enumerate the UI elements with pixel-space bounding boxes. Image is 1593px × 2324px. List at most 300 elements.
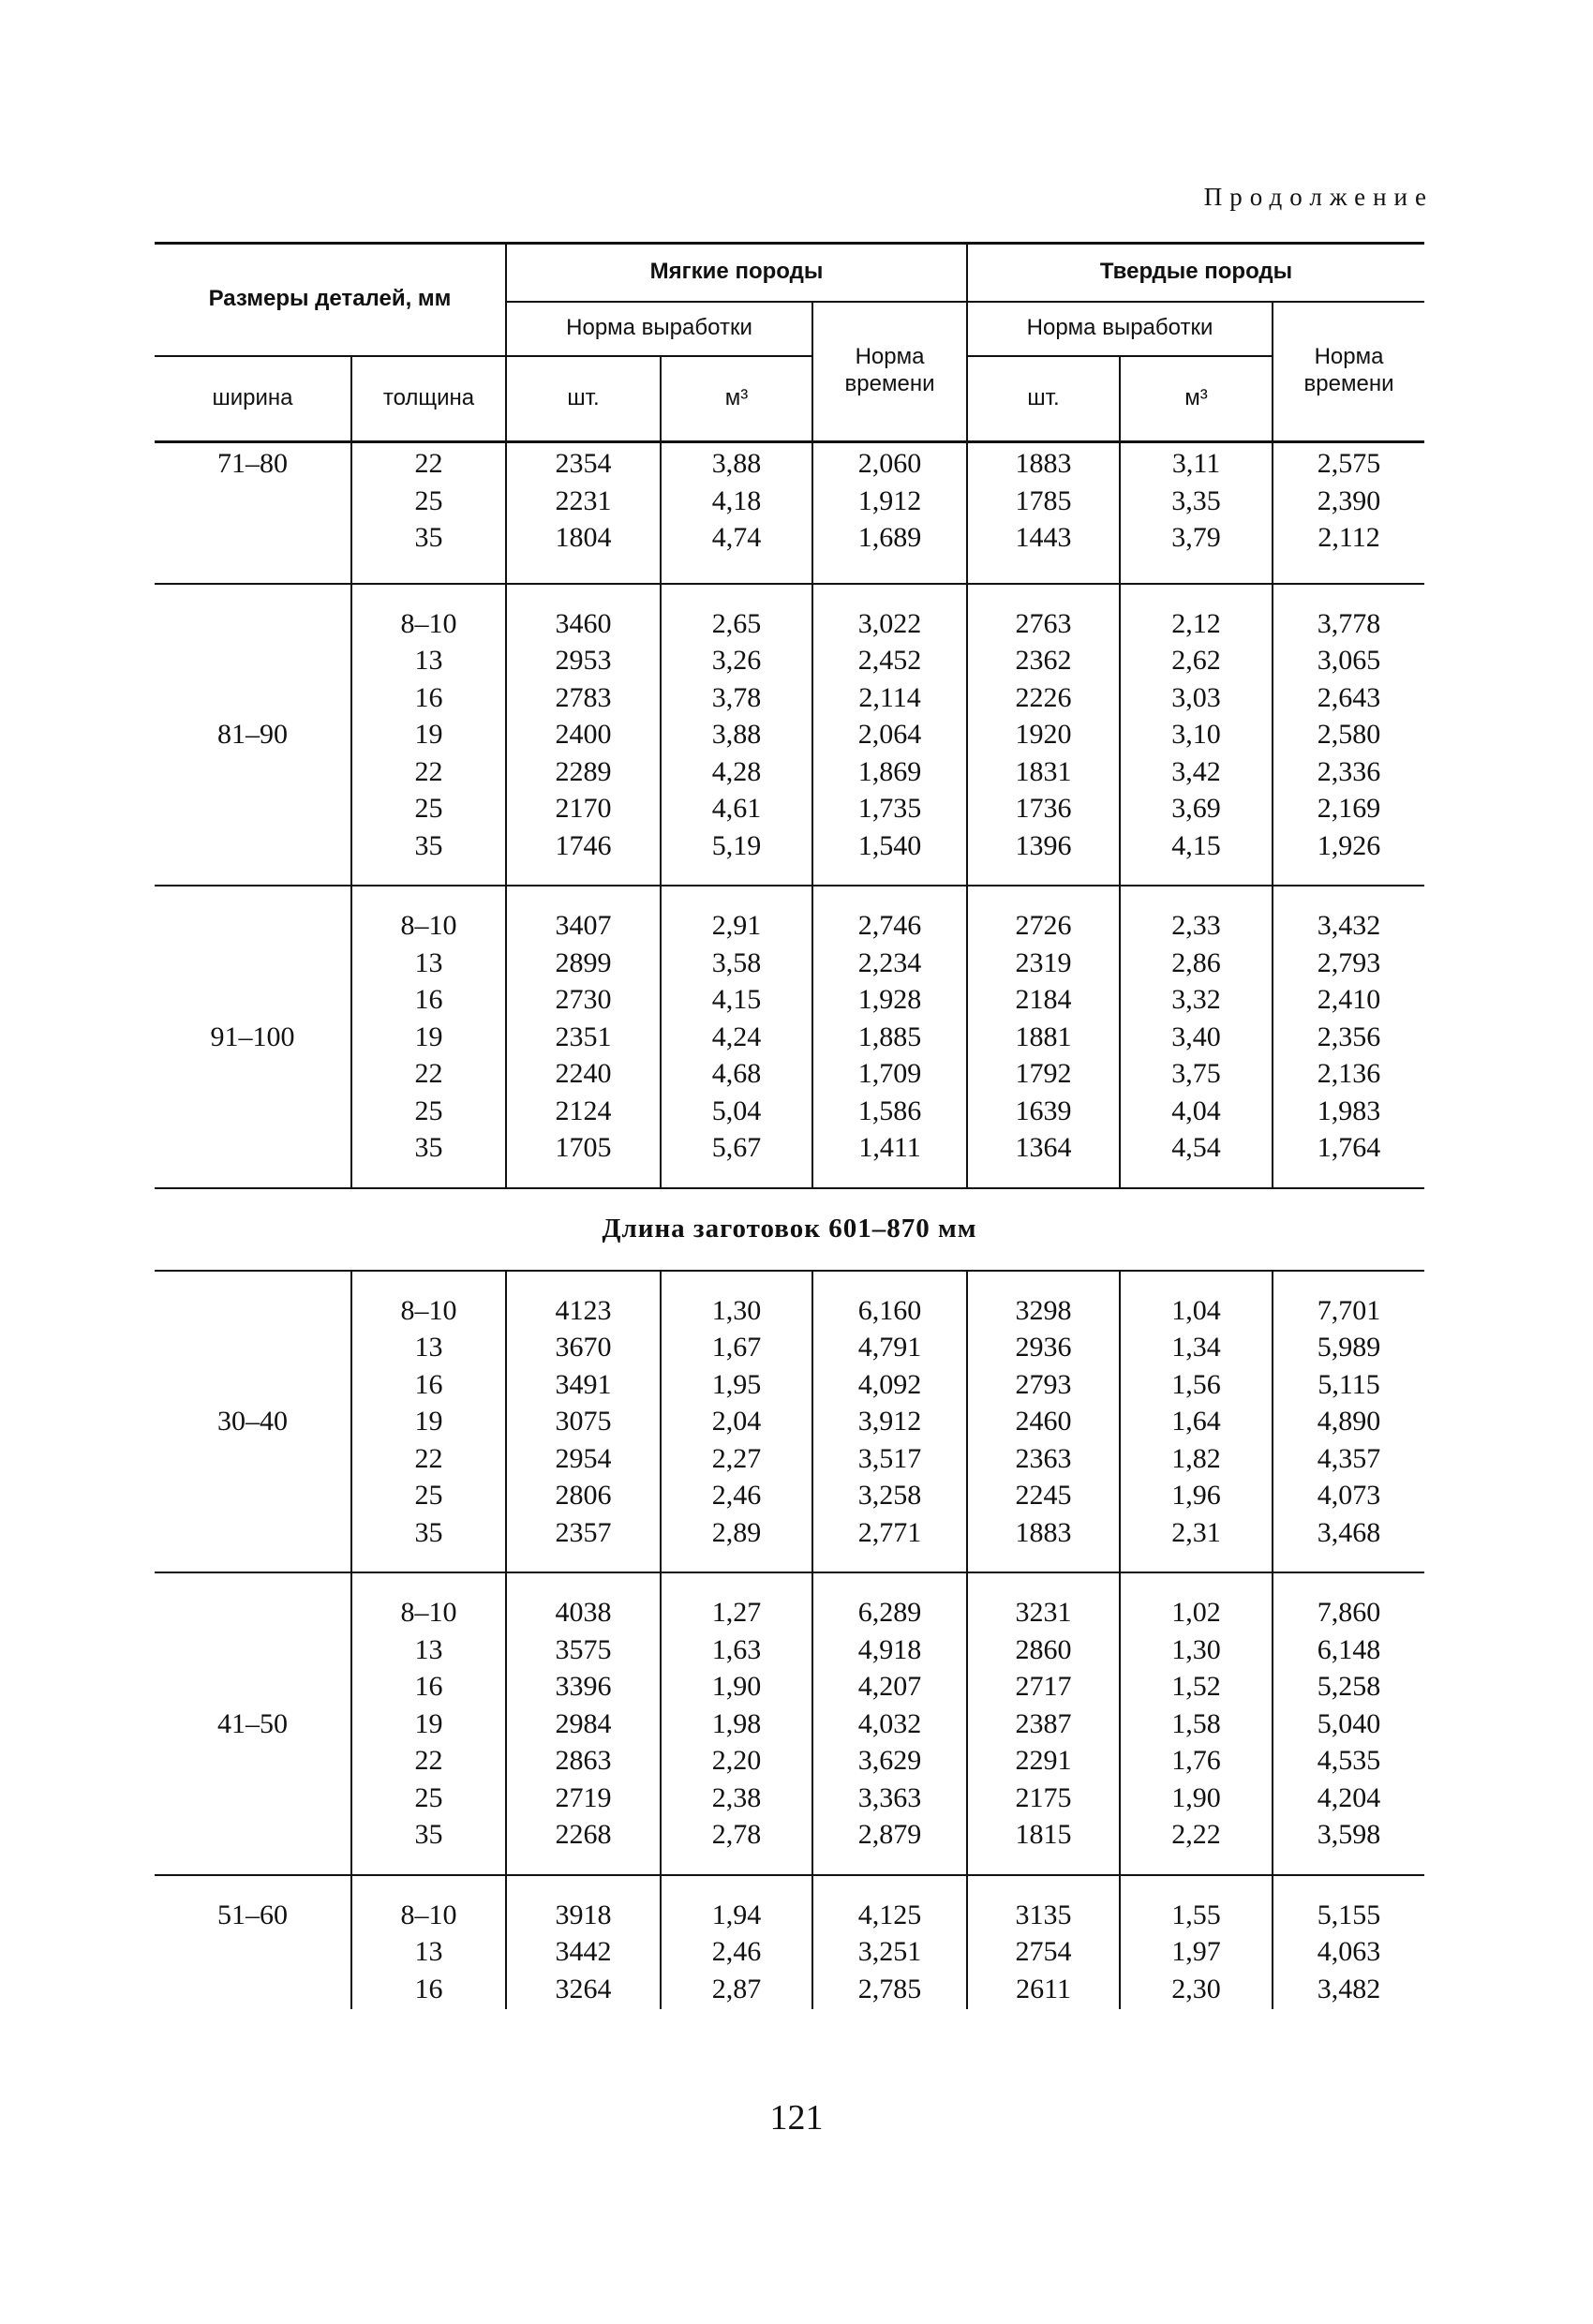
value-soft-pcs: 4038 [555, 1597, 612, 1628]
cell-width: 81–90 [155, 584, 351, 886]
value-hard-pcs: 1364 [1015, 1132, 1072, 1163]
value-hard-m3: 1,34 [1171, 1332, 1221, 1363]
value-hard-pcs: 1883 [1015, 1516, 1072, 1548]
value-thickness: 13 [414, 645, 443, 676]
value-thickness: 19 [414, 1406, 443, 1437]
value-soft-pcs: 2863 [555, 1745, 612, 1776]
value-thickness: 22 [414, 1442, 443, 1474]
value-soft-m3: 2,46 [711, 1480, 762, 1511]
value-soft-time: 3,251 [857, 1936, 922, 1967]
value-soft-m3: 3,88 [711, 719, 762, 750]
value-soft-pcs: 2354 [555, 448, 612, 479]
header-soft-pcs: шт. [506, 356, 661, 442]
value-soft-m3: 2,91 [711, 910, 762, 941]
value-hard-pcs: 3135 [1015, 1899, 1072, 1930]
header-hard-pcs: шт. [967, 356, 1120, 442]
cell-soft-pcs [506, 584, 661, 886]
value-hard-pcs: 2936 [1015, 1332, 1072, 1363]
cell-hard-time [1273, 442, 1424, 584]
cell-soft-pcs [506, 1572, 661, 1875]
value-thickness: 19 [414, 1020, 443, 1052]
cell-hard-pcs [967, 1271, 1120, 1573]
table-section [155, 1188, 1424, 1271]
value-hard-time: 7,860 [1317, 1597, 1381, 1628]
value-hard-m3: 1,97 [1171, 1936, 1221, 1967]
value-soft-pcs: 2806 [555, 1480, 612, 1511]
value-hard-time: 5,989 [1317, 1332, 1381, 1363]
cell-hard-pcs [967, 584, 1120, 886]
value-thickness: 25 [414, 1781, 443, 1813]
value-soft-time: 4,918 [857, 1633, 922, 1665]
value-hard-m3: 2,31 [1171, 1516, 1221, 1548]
value-hard-pcs: 2226 [1015, 681, 1072, 713]
cell-soft-time [812, 442, 967, 584]
value-hard-pcs: 2245 [1015, 1480, 1072, 1511]
header-soft: Мягкие породы [506, 244, 967, 302]
table-row [155, 886, 1424, 1188]
value-soft-time: 3,517 [857, 1442, 922, 1474]
value-hard-m3: 3,79 [1171, 522, 1221, 553]
value-soft-pcs: 3396 [555, 1671, 612, 1702]
cell-soft-m3 [661, 886, 812, 1188]
value-soft-m3: 2,78 [711, 1819, 762, 1850]
value-soft-m3: 4,61 [711, 793, 762, 824]
value-hard-time: 4,063 [1317, 1936, 1381, 1967]
cell-hard-time [1273, 1875, 1424, 2010]
value-soft-pcs: 2268 [555, 1819, 612, 1850]
value-soft-time: 2,114 [858, 681, 921, 713]
value-hard-time: 2,580 [1317, 719, 1381, 750]
value-hard-m3: 1,52 [1171, 1671, 1221, 1702]
value-soft-time: 1,912 [857, 484, 922, 516]
value-hard-time: 4,204 [1317, 1781, 1381, 1813]
value-hard-m3: 4,54 [1171, 1132, 1221, 1163]
value-soft-time: 3,629 [857, 1745, 922, 1776]
value-hard-pcs: 1736 [1015, 793, 1072, 824]
cell-hard-pcs [967, 1572, 1120, 1875]
value-thickness: 13 [414, 1633, 443, 1665]
value-soft-time: 3,912 [857, 1406, 922, 1437]
value-soft-time: 1,928 [857, 984, 922, 1015]
value-soft-time: 2,771 [857, 1516, 922, 1548]
value-hard-time: 1,926 [1317, 829, 1381, 861]
value-soft-time: 6,289 [857, 1597, 922, 1628]
continuation-label: Продолжение [1203, 183, 1434, 211]
cell-width: 91–100 [155, 886, 351, 1188]
value-soft-time: 1,586 [857, 1095, 922, 1126]
section-title: Длина заготовок 601–870 мм [155, 1188, 1424, 1271]
cell-hard-m3 [1120, 886, 1273, 1188]
value-soft-pcs: 2240 [555, 1058, 612, 1089]
cell-soft-m3 [661, 1271, 812, 1573]
value-hard-m3: 1,82 [1171, 1442, 1221, 1474]
value-soft-pcs: 2899 [555, 946, 612, 978]
value-hard-time: 2,356 [1317, 1020, 1381, 1052]
value-hard-m3: 3,69 [1171, 793, 1221, 824]
value-soft-time: 3,363 [857, 1781, 922, 1813]
page-number: 121 [769, 2098, 824, 2138]
value-hard-m3: 1,58 [1171, 1707, 1221, 1739]
cell-hard-time [1273, 886, 1424, 1188]
value-hard-time: 3,065 [1317, 645, 1381, 676]
cell-hard-pcs [967, 442, 1120, 584]
cell-soft-m3 [661, 442, 812, 584]
value-soft-m3: 3,78 [711, 681, 762, 713]
cell-hard-m3 [1120, 442, 1273, 584]
value-soft-m3: 3,26 [711, 645, 762, 676]
value-thickness: 13 [414, 946, 443, 978]
cell-width: 41–50 [155, 1572, 351, 1875]
cell-hard-m3 [1120, 1271, 1273, 1573]
value-hard-pcs: 3298 [1015, 1294, 1072, 1326]
value-soft-time: 2,452 [857, 645, 922, 676]
value-hard-m3: 1,02 [1171, 1597, 1221, 1628]
cell-soft-m3 [661, 1572, 812, 1875]
cell-soft-time [812, 1572, 967, 1875]
value-hard-time: 2,136 [1317, 1058, 1381, 1089]
value-hard-time: 2,643 [1317, 681, 1381, 713]
value-hard-pcs: 3231 [1015, 1597, 1072, 1628]
value-thickness: 8–10 [400, 607, 457, 639]
cell-hard-time [1273, 584, 1424, 886]
value-soft-pcs: 2351 [555, 1020, 612, 1052]
value-soft-time: 6,160 [857, 1294, 922, 1326]
value-soft-pcs: 2984 [555, 1707, 612, 1739]
value-thickness: 8–10 [400, 1899, 457, 1930]
table-body-part-2 [155, 1271, 1424, 2010]
header-soft-output: Норма выработки [506, 302, 812, 356]
value-hard-m3: 3,03 [1171, 681, 1221, 713]
value-soft-m3: 4,18 [711, 484, 762, 516]
value-hard-m3: 3,11 [1171, 448, 1221, 479]
value-hard-pcs: 2184 [1015, 984, 1072, 1015]
value-hard-pcs: 2387 [1015, 1707, 1072, 1739]
value-soft-m3: 1,63 [711, 1633, 762, 1665]
value-hard-m3: 1,76 [1171, 1745, 1221, 1776]
cell-hard-m3 [1120, 1572, 1273, 1875]
cell-thickness [351, 1572, 506, 1875]
value-thickness: 19 [414, 1707, 443, 1739]
value-hard-m3: 1,96 [1171, 1480, 1221, 1511]
cell-width: 30–40 [155, 1271, 351, 1573]
value-soft-m3: 1,30 [711, 1294, 762, 1326]
value-soft-time: 3,022 [857, 607, 922, 639]
value-soft-time: 4,032 [857, 1707, 922, 1739]
cell-hard-time [1273, 1271, 1424, 1573]
value-hard-time: 7,701 [1317, 1294, 1381, 1326]
value-hard-time: 2,336 [1317, 755, 1381, 787]
value-soft-time: 2,785 [857, 1973, 922, 2004]
value-hard-time: 2,575 [1317, 448, 1381, 479]
value-thickness: 35 [414, 1132, 443, 1163]
cell-soft-time [812, 584, 967, 886]
value-hard-time: 3,778 [1317, 607, 1381, 639]
table-row [155, 1271, 1424, 1573]
cell-soft-pcs [506, 886, 661, 1188]
value-hard-pcs: 1883 [1015, 448, 1072, 479]
cell-soft-time [812, 1271, 967, 1573]
value-soft-m3: 4,28 [711, 755, 762, 787]
value-hard-time: 1,983 [1317, 1095, 1381, 1126]
value-thickness: 22 [414, 755, 443, 787]
value-hard-time: 3,482 [1317, 1973, 1381, 2004]
value-hard-pcs: 1396 [1015, 829, 1072, 861]
value-soft-m3: 1,27 [711, 1597, 762, 1628]
value-hard-pcs: 1881 [1015, 1020, 1072, 1052]
value-hard-pcs: 2611 [1016, 1973, 1071, 2004]
cell-soft-time [812, 886, 967, 1188]
table-body-part-1 [155, 442, 1424, 1188]
value-thickness: 16 [414, 681, 443, 713]
cell-soft-pcs [506, 442, 661, 584]
value-soft-pcs: 2170 [555, 793, 612, 824]
value-soft-pcs: 1746 [555, 829, 612, 861]
table-row [155, 1572, 1424, 1875]
value-hard-time: 5,040 [1317, 1707, 1381, 1739]
value-thickness: 22 [414, 448, 443, 479]
value-hard-time: 2,793 [1317, 946, 1381, 978]
header-hard: Твердые породы [967, 244, 1424, 302]
value-soft-time: 1,869 [857, 755, 922, 787]
value-hard-m3: 1,90 [1171, 1781, 1221, 1813]
value-hard-pcs: 1920 [1015, 719, 1072, 750]
cell-soft-m3 [661, 1875, 812, 2010]
header-hard-time: Норма времени [1273, 302, 1424, 442]
value-soft-pcs: 1705 [555, 1132, 612, 1163]
norms-table [155, 242, 1424, 2009]
value-soft-m3: 5,04 [711, 1095, 762, 1126]
value-soft-pcs: 2719 [555, 1781, 612, 1813]
value-thickness: 19 [414, 719, 443, 750]
value-hard-time: 2,410 [1317, 984, 1381, 1015]
value-thickness: 13 [414, 1936, 443, 1967]
value-thickness: 8–10 [400, 910, 457, 941]
header-sizes: Размеры деталей, мм [155, 244, 506, 356]
value-soft-pcs: 2954 [555, 1442, 612, 1474]
value-soft-pcs: 2231 [555, 484, 612, 516]
value-soft-m3: 5,67 [711, 1132, 762, 1163]
value-soft-time: 4,125 [857, 1899, 922, 1930]
value-thickness: 16 [414, 1368, 443, 1400]
cell-thickness [351, 1875, 506, 2010]
cell-hard-m3 [1120, 1875, 1273, 2010]
value-hard-pcs: 2291 [1015, 1745, 1072, 1776]
value-hard-m3: 3,40 [1171, 1020, 1221, 1052]
value-soft-m3: 4,15 [711, 984, 762, 1015]
value-soft-time: 1,411 [858, 1132, 921, 1163]
value-hard-time: 5,258 [1317, 1671, 1381, 1702]
value-soft-m3: 2,38 [711, 1781, 762, 1813]
value-hard-m3: 4,15 [1171, 829, 1221, 861]
value-hard-pcs: 2460 [1015, 1406, 1072, 1437]
value-hard-pcs: 2717 [1015, 1671, 1072, 1702]
value-soft-time: 2,064 [857, 719, 922, 750]
value-thickness: 22 [414, 1058, 443, 1089]
value-soft-pcs: 3264 [555, 1973, 612, 2004]
value-hard-time: 4,073 [1317, 1480, 1381, 1511]
value-soft-pcs: 4123 [555, 1294, 612, 1326]
value-hard-pcs: 2363 [1015, 1442, 1072, 1474]
value-soft-time: 1,735 [857, 793, 922, 824]
value-hard-m3: 1,04 [1171, 1294, 1221, 1326]
value-soft-pcs: 2124 [555, 1095, 612, 1126]
value-hard-time: 2,390 [1317, 484, 1381, 516]
value-hard-pcs: 1815 [1015, 1819, 1072, 1850]
value-soft-time: 3,258 [857, 1480, 922, 1511]
value-soft-time: 1,709 [857, 1058, 922, 1089]
value-hard-pcs: 2319 [1015, 946, 1072, 978]
cell-soft-pcs [506, 1875, 661, 2010]
value-soft-time: 1,885 [857, 1020, 922, 1052]
value-thickness: 35 [414, 1819, 443, 1850]
cell-thickness [351, 442, 506, 584]
value-hard-pcs: 2175 [1015, 1781, 1072, 1813]
header-soft-time: Норма времени [812, 302, 967, 442]
cell-soft-m3 [661, 584, 812, 886]
value-hard-m3: 2,86 [1171, 946, 1221, 978]
value-hard-m3: 3,32 [1171, 984, 1221, 1015]
value-thickness: 13 [414, 1332, 443, 1363]
value-hard-pcs: 2726 [1015, 910, 1072, 941]
value-thickness: 25 [414, 1480, 443, 1511]
header-soft-m3: м³ [661, 356, 812, 442]
value-soft-m3: 4,24 [711, 1020, 762, 1052]
value-soft-m3: 1,90 [711, 1671, 762, 1702]
value-hard-time: 5,155 [1317, 1899, 1381, 1930]
table-row [155, 1875, 1424, 2010]
cell-soft-time [812, 1875, 967, 2010]
value-hard-pcs: 2362 [1015, 645, 1072, 676]
table-row [155, 584, 1424, 886]
value-hard-m3: 2,22 [1171, 1819, 1221, 1850]
value-soft-pcs: 2400 [555, 719, 612, 750]
value-soft-time: 2,234 [857, 946, 922, 978]
value-soft-pcs: 3491 [555, 1368, 612, 1400]
value-hard-m3: 3,75 [1171, 1058, 1221, 1089]
value-hard-m3: 2,30 [1171, 1973, 1221, 2004]
value-thickness: 16 [414, 1973, 443, 2004]
value-soft-m3: 2,20 [711, 1745, 762, 1776]
value-hard-m3: 2,62 [1171, 645, 1221, 676]
value-thickness: 35 [414, 522, 443, 553]
table-row [155, 442, 1424, 584]
value-hard-m3: 3,42 [1171, 755, 1221, 787]
value-soft-time: 2,060 [857, 448, 922, 479]
value-hard-pcs: 2793 [1015, 1368, 1072, 1400]
value-soft-m3: 2,46 [711, 1936, 762, 1967]
value-hard-pcs: 2763 [1015, 607, 1072, 639]
value-hard-pcs: 2754 [1015, 1936, 1072, 1967]
value-hard-m3: 3,35 [1171, 484, 1221, 516]
value-hard-time: 4,890 [1317, 1406, 1381, 1437]
header-thickness: толщина [351, 356, 506, 442]
value-soft-pcs: 3918 [555, 1899, 612, 1930]
value-soft-m3: 1,98 [711, 1707, 762, 1739]
value-hard-time: 5,115 [1318, 1368, 1380, 1400]
value-thickness: 25 [414, 1095, 443, 1126]
header-width: ширина [155, 356, 351, 442]
value-soft-time: 4,791 [857, 1332, 922, 1363]
header-hard-m3: м³ [1120, 356, 1273, 442]
value-thickness: 16 [414, 984, 443, 1015]
cell-hard-pcs [967, 1875, 1120, 2010]
value-hard-time: 1,764 [1317, 1132, 1381, 1163]
value-hard-time: 3,468 [1317, 1516, 1381, 1548]
value-thickness: 35 [414, 829, 443, 861]
value-hard-m3: 1,55 [1171, 1899, 1221, 1930]
cell-hard-time [1273, 1572, 1424, 1875]
value-soft-time: 4,207 [857, 1671, 922, 1702]
value-soft-m3: 3,58 [711, 946, 762, 978]
value-hard-pcs: 1785 [1015, 484, 1072, 516]
value-soft-pcs: 2730 [555, 984, 612, 1015]
cell-hard-m3 [1120, 584, 1273, 886]
value-soft-pcs: 3407 [555, 910, 612, 941]
value-soft-time: 1,540 [857, 829, 922, 861]
value-hard-m3: 1,56 [1171, 1368, 1221, 1400]
value-soft-m3: 1,94 [711, 1899, 762, 1930]
value-soft-m3: 2,89 [711, 1516, 762, 1548]
value-hard-pcs: 1792 [1015, 1058, 1072, 1089]
value-thickness: 25 [414, 484, 443, 516]
value-soft-time: 2,879 [857, 1819, 922, 1850]
value-soft-m3: 3,88 [711, 448, 762, 479]
value-thickness: 25 [414, 793, 443, 824]
value-soft-m3: 4,74 [711, 522, 762, 553]
value-hard-time: 2,112 [1318, 522, 1380, 553]
value-soft-m3: 5,19 [711, 829, 762, 861]
cell-soft-pcs [506, 1271, 661, 1573]
value-soft-time: 1,689 [857, 522, 922, 553]
value-soft-pcs: 3442 [555, 1936, 612, 1967]
value-soft-m3: 2,65 [711, 607, 762, 639]
cell-thickness [351, 886, 506, 1188]
cell-width: 71–80 [155, 442, 351, 584]
value-hard-time: 3,432 [1317, 910, 1381, 941]
value-soft-pcs: 3575 [555, 1633, 612, 1665]
value-hard-m3: 2,33 [1171, 910, 1221, 941]
value-soft-time: 2,746 [857, 910, 922, 941]
value-thickness: 16 [414, 1671, 443, 1702]
value-hard-m3: 2,12 [1171, 607, 1221, 639]
value-soft-pcs: 2783 [555, 681, 612, 713]
value-hard-m3: 1,64 [1171, 1406, 1221, 1437]
value-thickness: 8–10 [400, 1597, 457, 1628]
value-soft-pcs: 3075 [555, 1406, 612, 1437]
value-hard-pcs: 1831 [1015, 755, 1072, 787]
value-hard-time: 2,169 [1317, 793, 1381, 824]
value-hard-pcs: 1639 [1015, 1095, 1072, 1126]
cell-thickness [351, 1271, 506, 1573]
value-soft-m3: 2,04 [711, 1406, 762, 1437]
cell-width: 51–60 [217, 1899, 288, 1930]
value-thickness: 22 [414, 1745, 443, 1776]
value-soft-pcs: 1804 [555, 522, 612, 553]
value-soft-pcs: 3460 [555, 607, 612, 639]
value-soft-pcs: 2289 [555, 755, 612, 787]
value-hard-m3: 4,04 [1171, 1095, 1221, 1126]
value-hard-m3: 3,10 [1171, 719, 1221, 750]
value-soft-pcs: 3670 [555, 1332, 612, 1363]
value-soft-m3: 2,87 [711, 1973, 762, 2004]
value-hard-time: 3,598 [1317, 1819, 1381, 1850]
value-hard-time: 6,148 [1317, 1633, 1381, 1665]
value-hard-pcs: 2860 [1015, 1633, 1072, 1665]
value-soft-pcs: 2953 [555, 645, 612, 676]
value-soft-m3: 1,95 [711, 1368, 762, 1400]
value-soft-m3: 4,68 [711, 1058, 762, 1089]
value-hard-pcs: 1443 [1015, 522, 1072, 553]
